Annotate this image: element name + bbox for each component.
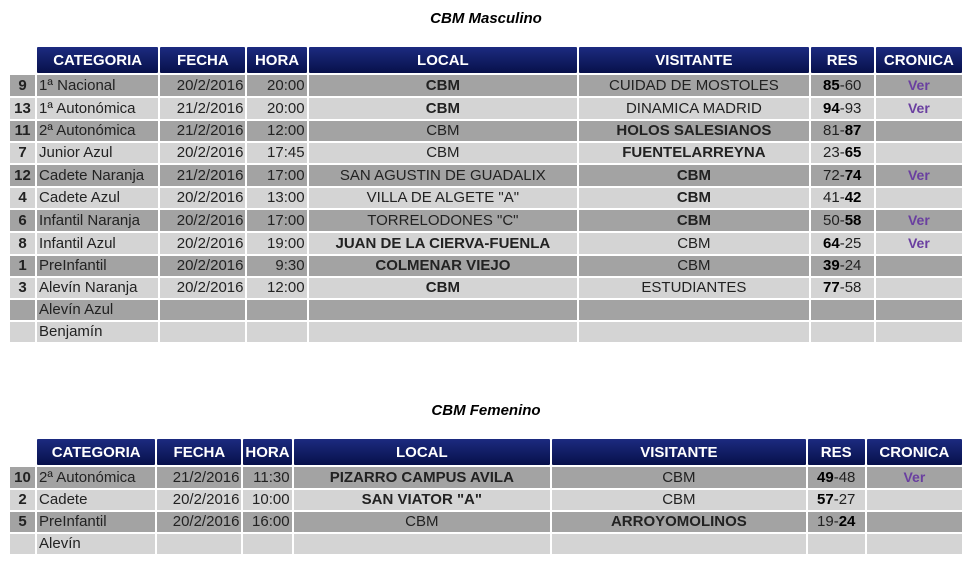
match-number: 13: [10, 98, 35, 119]
local-score: 85: [823, 76, 840, 94]
local-team-cell: CBM: [309, 278, 578, 298]
table-row: [10, 98, 962, 119]
local-score: 94: [823, 99, 840, 117]
result-cell: [811, 75, 874, 96]
match-number: 9: [10, 75, 35, 96]
table-row: [10, 75, 962, 96]
visitante-score: 58: [844, 279, 862, 296]
local-score: 64: [823, 234, 840, 252]
header-fecha: FECHA: [160, 47, 245, 73]
visitante-team-cell: ESTUDIANTES: [579, 278, 808, 298]
visitante-score: 93: [844, 99, 862, 117]
header-hora: HORA: [243, 439, 291, 465]
score-separator: -: [839, 234, 845, 252]
hora-cell: 20:00: [247, 98, 306, 119]
local-score: 57: [817, 491, 834, 508]
hora-cell: 13:00: [247, 188, 306, 208]
local-score: 19: [817, 513, 834, 530]
match-number: [10, 300, 35, 320]
table-row: [10, 165, 962, 186]
visitante-score: 58: [844, 211, 862, 229]
local-team-cell: SAN VIATOR "A": [294, 490, 551, 510]
hora-cell: 16:00: [243, 512, 291, 532]
cronica-cell: [876, 233, 962, 254]
match-number: 4: [10, 188, 35, 208]
hora-cell: [243, 534, 291, 554]
visitante-score: 27: [838, 491, 856, 508]
ver-cronica-link[interactable]: Ver: [907, 100, 930, 116]
fecha-cell: 20/2/2016: [157, 490, 241, 510]
match-number: 7: [10, 143, 35, 163]
visitante-team-cell: [579, 300, 808, 320]
header-hora: HORA: [247, 47, 306, 73]
result-cell: [811, 188, 874, 208]
femenino-results-table: [8, 437, 964, 556]
fecha-cell: 20/2/2016: [160, 256, 245, 276]
score-separator: -: [833, 468, 839, 486]
header-local: LOCAL: [309, 47, 578, 73]
visitante-team-cell: [552, 534, 806, 554]
result-cell: [811, 233, 874, 254]
result-cell: [811, 98, 874, 119]
visitante-team-cell: CBM: [579, 256, 808, 276]
result-cell: [808, 467, 865, 488]
header-fecha: FECHA: [157, 439, 241, 465]
cronica-cell: [876, 121, 962, 141]
table-row: [10, 188, 962, 208]
local-score: 49: [817, 468, 834, 486]
hora-cell: 17:00: [247, 165, 306, 186]
masculino-header-row: [10, 47, 962, 73]
visitante-score: 25: [844, 234, 862, 252]
hora-cell: 12:00: [247, 278, 306, 298]
categoria-cell: PreInfantil: [37, 256, 158, 276]
table-row: [10, 512, 962, 532]
match-number: 11: [10, 121, 35, 141]
table-row: [10, 256, 962, 276]
hora-cell: [247, 300, 306, 320]
match-number: 8: [10, 233, 35, 254]
header-res: RES: [808, 439, 865, 465]
visitante-team-cell: CBM: [552, 490, 806, 510]
match-number: 2: [10, 490, 35, 510]
cronica-cell: [867, 512, 962, 532]
visitante-team-cell: CBM: [579, 210, 808, 231]
hora-cell: 20:00: [247, 75, 306, 96]
header-categoria: CATEGORIA: [37, 439, 155, 465]
header-visitante: VISITANTE: [579, 47, 808, 73]
fecha-cell: [160, 300, 245, 320]
local-team-cell: CBM: [309, 121, 578, 141]
local-team-cell: COLMENAR VIEJO: [309, 256, 578, 276]
fecha-cell: 20/2/2016: [160, 143, 245, 163]
local-score: 72: [823, 166, 840, 184]
fecha-cell: 20/2/2016: [160, 278, 245, 298]
categoria-cell: Cadete Azul: [37, 188, 158, 208]
fecha-cell: 21/2/2016: [160, 165, 245, 186]
fecha-cell: 21/2/2016: [160, 98, 245, 119]
result-cell: [811, 278, 874, 298]
visitante-team-cell: [579, 322, 808, 342]
visitante-team-cell: DINAMICA MADRID: [579, 98, 808, 119]
hora-cell: 9:30: [247, 256, 306, 276]
hora-cell: [247, 322, 306, 342]
cronica-cell: [867, 534, 962, 554]
local-team-cell: CBM: [309, 143, 578, 163]
fecha-cell: [160, 322, 245, 342]
local-team-cell: [294, 534, 551, 554]
local-team-cell: [309, 300, 578, 320]
visitante-team-cell: CBM: [579, 233, 808, 254]
match-number: 1: [10, 256, 35, 276]
fecha-cell: 20/2/2016: [160, 188, 245, 208]
cronica-cell: [867, 490, 962, 510]
score-separator: -: [839, 279, 845, 296]
categoria-cell: Benjamín: [37, 322, 158, 342]
local-team-cell: CBM: [309, 98, 578, 119]
result-cell: [811, 322, 874, 342]
cronica-cell: [876, 165, 962, 186]
categoria-cell: 2ª Autonómica: [37, 121, 158, 141]
result-cell: [811, 300, 874, 320]
masculino-title: CBM Masculino: [430, 10, 542, 27]
table-row: [10, 300, 962, 320]
femenino-header-row: [10, 439, 962, 465]
hora-cell: 12:00: [247, 121, 306, 141]
local-team-cell: SAN AGUSTIN DE GUADALIX: [309, 165, 578, 186]
ver-cronica-link[interactable]: Ver: [907, 212, 930, 228]
categoria-cell: Junior Azul: [37, 143, 158, 163]
hora-cell: 10:00: [243, 490, 291, 510]
table-row: [10, 322, 962, 342]
result-cell: [811, 121, 874, 141]
table-row: [10, 534, 962, 554]
table-row: [10, 490, 962, 510]
visitante-team-cell: CUIDAD DE MOSTOLES: [579, 75, 808, 96]
score-separator: -: [839, 257, 845, 274]
header-categoria: CATEGORIA: [37, 47, 158, 73]
fecha-cell: 20/2/2016: [160, 233, 245, 254]
categoria-cell: 1ª Autonómica: [37, 98, 158, 119]
result-cell: [811, 165, 874, 186]
table-row: [10, 121, 962, 141]
cronica-cell: [876, 188, 962, 208]
visitante-team-cell: HOLOS SALESIANOS: [579, 121, 808, 141]
fecha-cell: 20/2/2016: [160, 75, 245, 96]
header-cronica: CRONICA: [867, 439, 962, 465]
local-team-cell: PIZARRO CAMPUS AVILA: [294, 467, 551, 488]
header-cronica: CRONICA: [876, 47, 962, 73]
local-score: 81: [823, 122, 840, 139]
categoria-cell: Alevín: [37, 534, 155, 554]
table-row: [10, 233, 962, 254]
hora-cell: 19:00: [247, 233, 306, 254]
fecha-cell: 21/2/2016: [160, 121, 245, 141]
table-row: [10, 278, 962, 298]
result-cell: [811, 256, 874, 276]
score-separator: -: [833, 491, 839, 508]
local-team-cell: CBM: [309, 75, 578, 96]
visitante-score: 24: [838, 513, 856, 530]
visitante-team-cell: CBM: [552, 467, 806, 488]
local-score: 23: [823, 144, 840, 161]
cronica-cell: [876, 98, 962, 119]
fecha-cell: 21/2/2016: [157, 467, 241, 488]
visitante-team-cell: CBM: [579, 188, 808, 208]
hora-cell: 17:45: [247, 143, 306, 163]
score-separator: -: [839, 166, 845, 184]
fecha-cell: 20/2/2016: [160, 210, 245, 231]
categoria-cell: 2ª Autonómica: [37, 467, 155, 488]
header-res: RES: [811, 47, 874, 73]
local-team-cell: [309, 322, 578, 342]
local-team-cell: JUAN DE LA CIERVA-FUENLA: [309, 233, 578, 254]
ver-cronica-link[interactable]: Ver: [907, 77, 930, 93]
match-number: 3: [10, 278, 35, 298]
cronica-cell: [867, 467, 962, 488]
local-score: 39: [823, 257, 840, 274]
visitante-team-cell: FUENTELARREYNA: [579, 143, 808, 163]
visitante-score: 74: [844, 166, 862, 184]
visitante-score: 42: [844, 189, 862, 206]
categoria-cell: Alevín Naranja: [37, 278, 158, 298]
masculino-results-table: [8, 45, 964, 344]
visitante-score: 48: [838, 468, 856, 486]
ver-cronica-link[interactable]: Ver: [907, 167, 930, 183]
categoria-cell: Infantil Naranja: [37, 210, 158, 231]
femenino-title: CBM Femenino: [431, 402, 541, 419]
result-cell: [811, 210, 874, 231]
cronica-cell: [876, 143, 962, 163]
match-number: 5: [10, 512, 35, 532]
header-visitante: VISITANTE: [552, 439, 806, 465]
cronica-cell: [876, 278, 962, 298]
fecha-cell: 20/2/2016: [157, 512, 241, 532]
hora-cell: 17:00: [247, 210, 306, 231]
match-number: [10, 322, 35, 342]
result-cell: [811, 143, 874, 163]
score-separator: -: [839, 211, 845, 229]
cronica-cell: [876, 256, 962, 276]
visitante-team-cell: ARROYOMOLINOS: [552, 512, 806, 532]
visitante-score: 87: [844, 122, 862, 139]
table-row: [10, 210, 962, 231]
categoria-cell: Infantil Azul: [37, 233, 158, 254]
score-separator: -: [833, 513, 839, 530]
cronica-cell: [876, 75, 962, 96]
cronica-cell: [876, 300, 962, 320]
categoria-cell: Cadete: [37, 490, 155, 510]
local-team-cell: VILLA DE ALGETE "A": [309, 188, 578, 208]
result-cell: [808, 534, 865, 554]
table-row: [10, 143, 962, 163]
score-separator: -: [839, 99, 845, 117]
local-score: 50: [823, 211, 840, 229]
local-score: 77: [823, 279, 840, 296]
categoria-cell: Alevín Azul: [37, 300, 158, 320]
ver-cronica-link[interactable]: Ver: [907, 235, 930, 251]
visitante-team-cell: CBM: [579, 165, 808, 186]
score-separator: -: [839, 76, 845, 94]
match-number: 10: [10, 467, 35, 488]
score-separator: -: [839, 144, 845, 161]
result-cell: [808, 512, 865, 532]
hora-cell: 11:30: [243, 467, 291, 488]
local-team-cell: CBM: [294, 512, 551, 532]
categoria-cell: PreInfantil: [37, 512, 155, 532]
match-number: 6: [10, 210, 35, 231]
cronica-cell: [876, 322, 962, 342]
result-cell: [808, 490, 865, 510]
ver-cronica-link[interactable]: Ver: [903, 469, 926, 485]
local-team-cell: TORRELODONES "C": [309, 210, 578, 231]
score-separator: -: [839, 122, 845, 139]
visitante-score: 60: [844, 76, 862, 94]
fecha-cell: [157, 534, 241, 554]
categoria-cell: 1ª Nacional: [37, 75, 158, 96]
local-score: 41: [823, 189, 840, 206]
cronica-cell: [876, 210, 962, 231]
visitante-score: 65: [844, 144, 862, 161]
header-local: LOCAL: [294, 439, 551, 465]
match-number: [10, 534, 35, 554]
visitante-score: 24: [844, 257, 862, 274]
score-separator: -: [839, 189, 845, 206]
categoria-cell: Cadete Naranja: [37, 165, 158, 186]
table-row: [10, 467, 962, 488]
match-number: 12: [10, 165, 35, 186]
